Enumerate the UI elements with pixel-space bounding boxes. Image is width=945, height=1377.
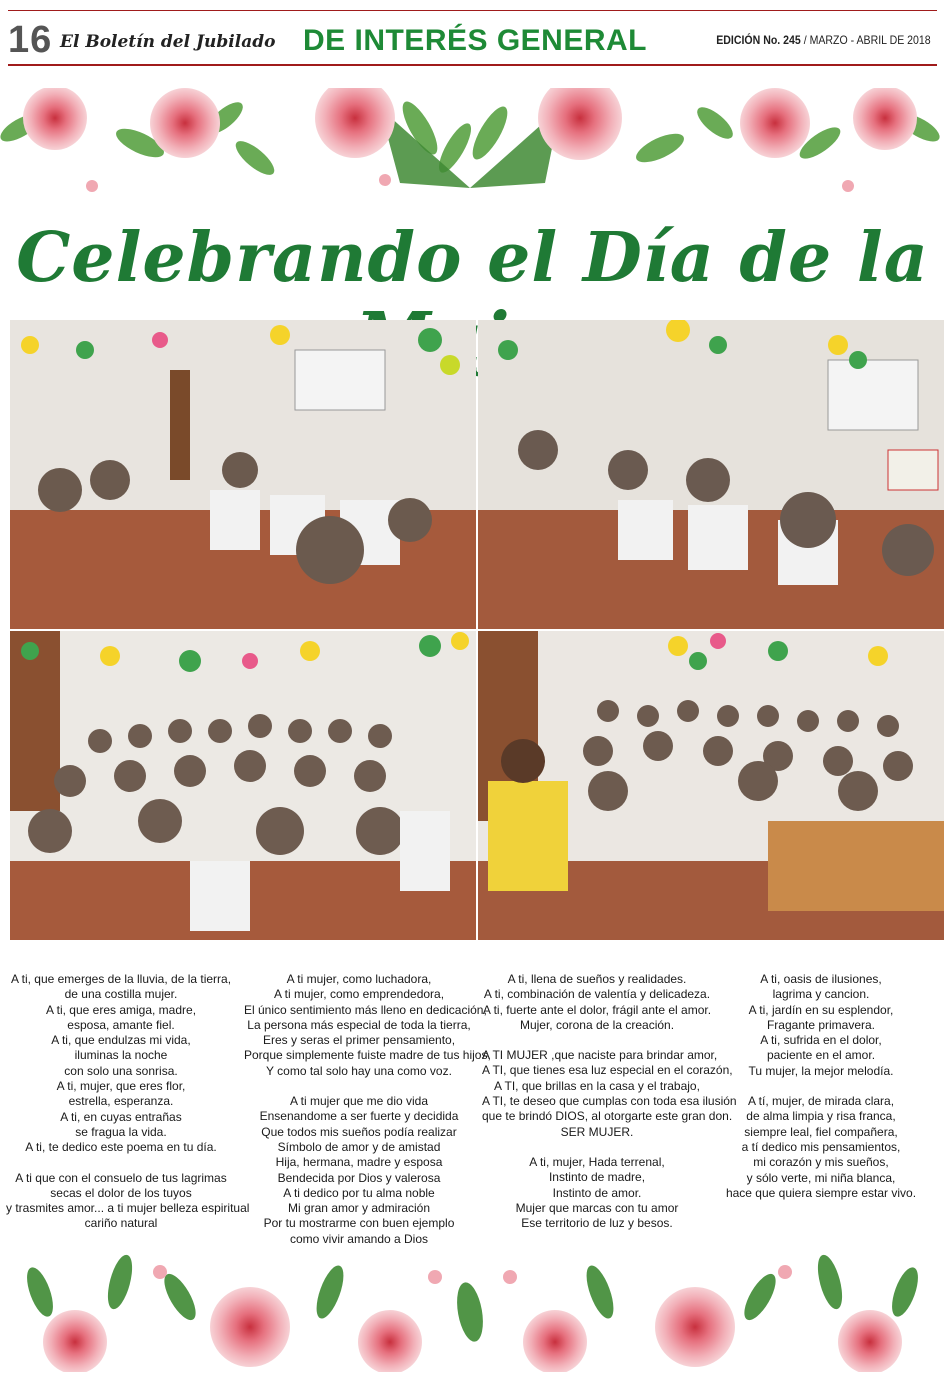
poem-line: A ti, en cuyas entrañas xyxy=(60,1109,182,1124)
poem-line: esposa, amante fiel. xyxy=(67,1017,175,1032)
poem-line: A TI, que tienes esa luz especial en el corazón, xyxy=(482,1063,733,1078)
stanza-break xyxy=(482,1140,712,1155)
poem-column-4 xyxy=(706,972,936,1201)
poem-line: cariño natural xyxy=(84,1216,158,1231)
poem-line: iluminas la noche xyxy=(74,1048,168,1063)
event-photo-image xyxy=(10,631,476,940)
poem-line: A ti que con el consuelo de tus lagrimas xyxy=(15,1170,227,1185)
poem-line: y sólo verte, mi niña blanca, xyxy=(746,1170,896,1185)
poem-line: mi corazón y mis sueños, xyxy=(753,1155,889,1170)
poem-line: A TI, te deseo que cumplas con toda esa ilusión xyxy=(482,1094,737,1109)
poem-line: con solo una sonrisa. xyxy=(64,1063,178,1078)
poem-line: A ti, mujer, Hada terrenal, xyxy=(529,1154,665,1169)
poem-line: a tí dedico mis pensamientos, xyxy=(741,1139,901,1154)
poem-line: A ti, oasis de ilusiones, xyxy=(760,972,882,986)
poem-column-3 xyxy=(482,972,737,1231)
stanza-break xyxy=(244,1079,474,1094)
poem-line: se fragua la vida. xyxy=(75,1124,167,1139)
poem-line: Ensenandome a ser fuerte y decidida xyxy=(259,1109,459,1124)
event-photo-image xyxy=(10,320,476,629)
poem-line: SER MUJER. xyxy=(560,1124,634,1139)
photo-audience-left xyxy=(10,631,476,940)
poem-line: Y como tal solo hay una como voz. xyxy=(266,1063,452,1078)
poem-line: Eres y seras el primer pensamiento, xyxy=(262,1033,456,1048)
poem-line: Hija, hermana, madre y esposa xyxy=(275,1155,443,1170)
poem-line: Instinto de madre, xyxy=(548,1170,646,1185)
poem-line: El único sentimiento más lleno en dedicación, xyxy=(244,1002,487,1017)
poem-line: A ti, fuerte ante el dolor, frágil ante el amor. xyxy=(482,1002,712,1017)
edition-number: No. 245 xyxy=(763,33,802,47)
poem-line: A TI, que brillas en la casa y el trabajo, xyxy=(494,1078,700,1093)
edition-date: / MARZO - ABRIL DE 2018 xyxy=(804,33,931,47)
page-number: 16 xyxy=(8,19,53,61)
poem-line: La persona más especial de toda la tierra, xyxy=(247,1017,471,1032)
stanza-break xyxy=(482,1033,712,1048)
poem-line: Porque simplemente fuiste madre de tus hijos, xyxy=(244,1048,491,1063)
poem-line: Ese territorio de luz y besos. xyxy=(521,1216,673,1231)
poem-column-1 xyxy=(6,972,250,1232)
edition-info xyxy=(717,33,931,47)
poem-line: A tí, mujer, de mirada clara, xyxy=(747,1094,895,1109)
edition-label: EDICIÓN xyxy=(716,33,761,47)
headline: Celebrando el Día de la xyxy=(16,218,929,298)
poem-line: Que todos mis sueños podía realizar xyxy=(261,1124,457,1139)
poem-column-2 xyxy=(244,972,491,1247)
poem-line: Mujer que marcas con tu amor xyxy=(515,1200,679,1215)
poem-line: paciente en el amor. xyxy=(766,1048,876,1063)
poem-line: y trasmites amor... a ti mujer belleza espiritual xyxy=(6,1201,250,1216)
poem-line: hace que quiera siempre estar vivo. xyxy=(725,1185,917,1200)
poem-line: Mujer, corona de la creación. xyxy=(519,1017,675,1032)
poem-line: A TI MUJER ,que naciste para brindar amor, xyxy=(482,1048,718,1063)
poem-line: de alma limpia y risa franca, xyxy=(746,1109,896,1124)
event-photo-image xyxy=(478,320,944,629)
poem-line: A ti, combinación de valentía y delicadeza. xyxy=(483,987,711,1002)
poem-line: como vivir amando a Dios xyxy=(289,1231,429,1246)
poem-line: siempre leal, fiel compañera, xyxy=(744,1124,898,1139)
poem-line: lagrima y cancion. xyxy=(772,987,870,1002)
poem-line: de una costilla mujer. xyxy=(64,987,178,1002)
poem-line: A ti, te dedico este poema en tu día. xyxy=(25,1140,217,1155)
header-top-rule xyxy=(8,10,937,11)
stanza-break xyxy=(706,1079,936,1094)
poem-line: secas el dolor de los tuyos xyxy=(50,1185,192,1200)
poem-line: que te brindó DIOS, al otorgarte este gran don. xyxy=(482,1109,733,1124)
poem-line: Mi gran amor y admiración xyxy=(287,1201,431,1216)
poem-line: A ti mujer, como luchadora, xyxy=(286,972,432,986)
poem-line: A ti, que emerges de la lluvia, de la tierra, xyxy=(10,972,232,986)
poem-line: estrella, esperanza. xyxy=(68,1094,174,1109)
poem-line: A ti mujer, como emprendedora, xyxy=(273,987,445,1002)
poem-line: A ti, que endulzas mi vida, xyxy=(51,1033,191,1048)
poem-line: A ti, que eres amiga, madre, xyxy=(45,1002,197,1017)
floral-border-top xyxy=(0,88,945,198)
poem-line: A ti dedico por tu alma noble xyxy=(283,1185,435,1200)
poem-line: Fragante primavera. xyxy=(766,1017,876,1032)
poem-line: A ti, llena de sueños y realidades. xyxy=(507,972,687,986)
poem-line: Instinto de amor. xyxy=(552,1185,642,1200)
publication-name: El Boletín del Jubilado xyxy=(60,32,276,52)
floral-border-bottom xyxy=(0,1252,945,1372)
poem-line: Símbolo de amor y de amistad xyxy=(277,1139,441,1154)
header-bottom-rule xyxy=(8,64,937,66)
event-photo-image xyxy=(478,631,944,940)
photo-speakers-left xyxy=(10,320,476,629)
poem-line: A ti, jardín en su esplendor, xyxy=(748,1002,894,1017)
poem-line: A ti mujer que me dio vida xyxy=(289,1094,429,1109)
poem-line: Tu mujer, la mejor melodía. xyxy=(748,1063,894,1078)
photo-audience-right xyxy=(478,631,944,940)
poems-section xyxy=(0,972,945,1252)
poem-line: Por tu mostrarme con buen ejemplo xyxy=(263,1216,455,1231)
poem-line: Bendecida por Dios y valerosa xyxy=(277,1170,441,1185)
poem-line: A ti, sufrida en el dolor, xyxy=(760,1033,882,1048)
poem-line: A ti, mujer, que eres flor, xyxy=(56,1079,186,1094)
section-title: DE INTERÉS GENERAL xyxy=(302,24,648,57)
stanza-break xyxy=(6,1156,236,1171)
photo-speakers-right xyxy=(478,320,944,629)
